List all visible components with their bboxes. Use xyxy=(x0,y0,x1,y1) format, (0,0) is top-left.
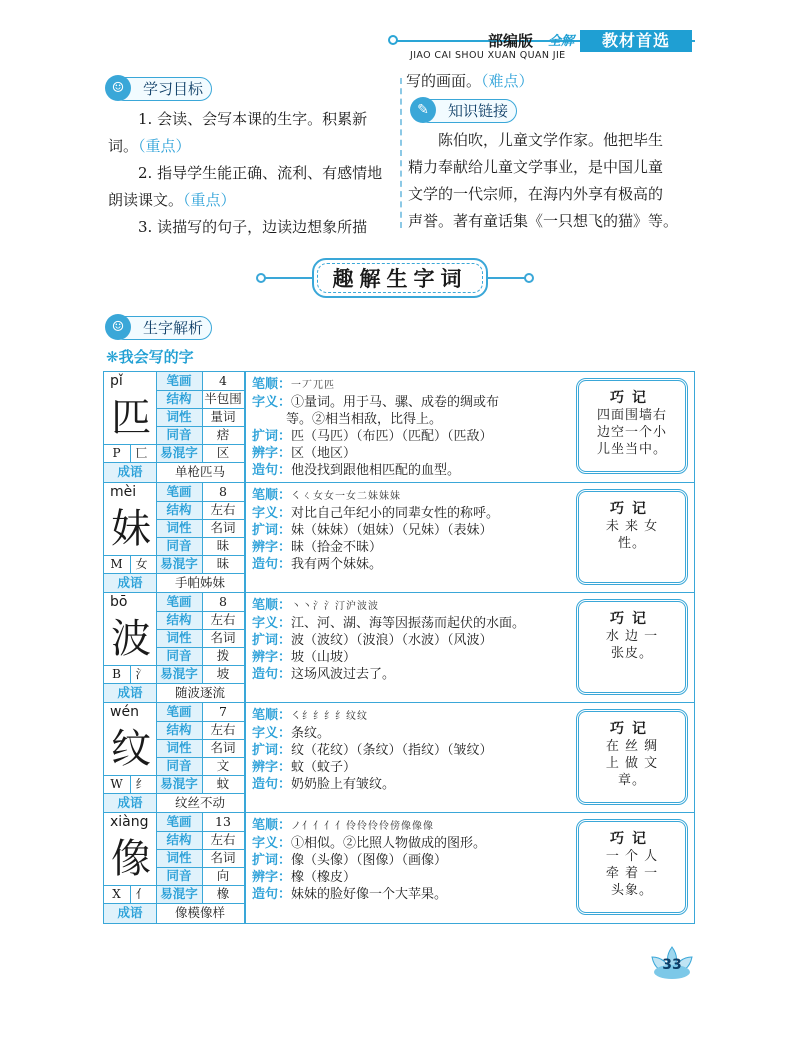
memo-text xyxy=(579,407,685,458)
distinguish-label: 辨字： xyxy=(252,870,292,885)
column-divider xyxy=(400,78,402,228)
memo-line: 一 个 人 xyxy=(605,849,659,864)
index-letter: M xyxy=(110,557,123,571)
grid-line xyxy=(156,519,244,520)
boy-mascot-icon: ☺ xyxy=(105,314,131,340)
confusable-label: 易混字 xyxy=(156,885,202,903)
sentence-row xyxy=(252,462,572,479)
grid-line xyxy=(104,885,244,886)
memo-line: 牵 着 一 xyxy=(605,866,659,881)
grid-line xyxy=(156,757,244,758)
meaning-label: 字义： xyxy=(252,616,292,631)
difficulty-mark: （难点） xyxy=(481,72,534,90)
meaning-row xyxy=(252,725,572,742)
brand-title: 教材首选 xyxy=(580,30,692,52)
index-letter: P xyxy=(112,446,121,460)
char-detail-panel xyxy=(252,376,572,479)
grid-line xyxy=(156,483,157,593)
expand-words: 波（波纹）（波浪）（水波）（风波） xyxy=(291,633,493,648)
section-banner-title: 趣解生字词 xyxy=(317,263,483,293)
stroke-order: 丶丶氵氵汀沪波波 xyxy=(291,601,380,612)
memo-text xyxy=(579,518,685,552)
stroke-order-row xyxy=(252,817,572,835)
pos-label: 词性 xyxy=(156,408,202,426)
pinyin: xiàng xyxy=(110,814,149,830)
goals-tag xyxy=(112,77,212,101)
pos-value: 名词 xyxy=(210,740,236,755)
pinyin: mèi xyxy=(110,484,137,500)
meaning-label: 字义： xyxy=(252,506,292,521)
banner-dot-right xyxy=(524,273,534,283)
knowledge-line: 陈伯吹，儿童文学作家。他把毕生 xyxy=(438,131,664,149)
grid-line xyxy=(244,483,246,593)
big-character: 像 xyxy=(111,836,151,882)
meaning: ①量词。用于马、骡、成卷的绸或布 xyxy=(291,395,500,410)
pos-label: 词性 xyxy=(156,519,202,537)
memo-line: 水 边 一 xyxy=(605,629,659,644)
memo-title: 巧记 xyxy=(610,611,654,627)
memory-tip-box xyxy=(576,599,688,695)
homophone-value: 拨 xyxy=(216,648,230,663)
grid-line xyxy=(156,647,244,648)
example-sentence: 他没找到跟他相匹配的血型。 xyxy=(291,463,461,478)
knowledge-line: 精力奉献给儿童文学事业，是中国儿童 xyxy=(408,158,664,176)
page-number-badge xyxy=(648,945,696,981)
pos-label: 词性 xyxy=(156,739,202,757)
char-info-panel xyxy=(104,372,244,482)
strokes-label: 笔画 xyxy=(156,483,202,501)
sentence-label: 造句： xyxy=(252,463,292,478)
big-character: 波 xyxy=(111,616,151,662)
analysis-tag-label: 生字解析 xyxy=(143,319,204,337)
memo-line: 性。 xyxy=(617,536,646,551)
strokes-value: 13 xyxy=(215,814,231,829)
grid-line xyxy=(104,793,244,794)
grid-line xyxy=(156,593,157,703)
grid-line xyxy=(202,813,203,903)
distinguish-word: 区（地区） xyxy=(291,446,357,461)
distinguish-word: 昧（拾金不昧） xyxy=(291,540,383,555)
grid-line xyxy=(156,501,244,502)
pos-value: 名词 xyxy=(210,630,236,645)
grid-line xyxy=(156,537,244,538)
meaning-label: 字义： xyxy=(252,836,292,851)
brand-logo: 全解 xyxy=(548,34,575,49)
goal-3-cont: 写的画面。（难点） xyxy=(406,72,534,90)
meaning: ①相似。②比照人物做成的图形。 xyxy=(291,836,487,851)
grid-line xyxy=(156,721,244,722)
stroke-order-label: 笔顺： xyxy=(252,488,292,503)
idiom-label: 成语 xyxy=(104,462,156,482)
boy-mascot-icon: ☺ xyxy=(105,75,131,101)
confusable-label: 易混字 xyxy=(156,775,202,793)
grid-line xyxy=(156,867,244,868)
memo-line: 未 来 女 xyxy=(605,519,659,534)
stroke-order-label: 笔顺： xyxy=(252,818,292,833)
idiom-label: 成语 xyxy=(104,793,156,813)
confusable-value: 坡 xyxy=(216,666,230,681)
stroke-order: ㇛ㄑ女女一女二妹妹妹 xyxy=(291,491,402,502)
grid-line xyxy=(130,775,131,793)
brand-pinyin: JIAO CAI SHOU XUAN QUAN JIE xyxy=(410,50,566,61)
memory-tip-box xyxy=(576,489,688,585)
banner-rule-right xyxy=(486,277,528,279)
expand-row xyxy=(252,522,572,539)
expand-label: 扩词： xyxy=(252,853,292,868)
char-detail-panel xyxy=(252,597,572,683)
memo-line: 在 丝 绸 xyxy=(605,739,659,754)
structure-label: 结构 xyxy=(156,831,202,849)
structure-label: 结构 xyxy=(156,501,202,519)
grid-line xyxy=(104,573,244,574)
structure-value: 左右 xyxy=(210,722,236,737)
link-icon: ✎ xyxy=(410,97,436,123)
expand-row xyxy=(252,632,572,649)
index-letter: X xyxy=(112,887,121,901)
character-card-xiàng xyxy=(103,812,695,924)
grid-line xyxy=(156,372,157,482)
sentence-row xyxy=(252,666,572,683)
memo-line: 章。 xyxy=(617,773,646,788)
pos-value: 量词 xyxy=(210,409,236,424)
memo-text xyxy=(579,848,685,899)
char-info-panel xyxy=(104,813,244,923)
pinyin: wén xyxy=(110,704,139,720)
grid-line xyxy=(156,390,244,391)
grid-line xyxy=(244,703,246,813)
meaning-row xyxy=(252,394,572,411)
structure-label: 结构 xyxy=(156,721,202,739)
example-sentence: 这场风波过去了。 xyxy=(291,667,396,682)
char-detail-panel xyxy=(252,817,572,903)
expand-words: 妹（妹妹）（姐妹）（兄妹）（表妹） xyxy=(291,523,493,538)
structure-value: 左右 xyxy=(210,612,236,627)
grid-line xyxy=(130,555,131,573)
memo-text xyxy=(579,628,685,662)
grid-line xyxy=(104,665,244,666)
distinguish-row xyxy=(252,649,572,666)
distinguish-label: 辨字： xyxy=(252,650,292,665)
meaning-label: 字义： xyxy=(252,395,292,410)
homophone-label: 同音 xyxy=(156,647,202,665)
analysis-tag xyxy=(112,316,212,340)
grid-line xyxy=(156,739,244,740)
confusable-label: 易混字 xyxy=(156,555,202,573)
idiom-value: 单枪匹马 xyxy=(174,464,225,479)
grid-line xyxy=(156,611,244,612)
grid-line xyxy=(156,813,157,923)
grid-line xyxy=(244,593,246,703)
page-number: 33 xyxy=(662,957,682,973)
memory-tip-box xyxy=(576,378,688,474)
strokes-value: 7 xyxy=(219,704,227,719)
meaning-row xyxy=(252,835,572,852)
strokes-label: 笔画 xyxy=(156,813,202,831)
knowledge-tag-label: 知识链接 xyxy=(448,102,509,120)
expand-row xyxy=(252,852,572,869)
grid-line xyxy=(244,813,246,923)
goal-1: 1. 会读、会写本课的生字。积累新 xyxy=(138,110,368,128)
distinguish-word: 橡（橡皮） xyxy=(291,870,357,885)
pinyin: bō xyxy=(110,594,128,610)
big-character: 匹 xyxy=(111,395,151,441)
distinguish-label: 辨字： xyxy=(252,446,292,461)
homophone-label: 同音 xyxy=(156,867,202,885)
char-detail-panel xyxy=(252,707,572,793)
grid-line xyxy=(104,555,244,556)
grid-line xyxy=(130,665,131,683)
stroke-order-row xyxy=(252,597,572,615)
expand-words: 纹（花纹）（条纹）（指纹）（皱纹） xyxy=(291,743,493,758)
knowledge-text xyxy=(408,127,698,235)
grid-line xyxy=(104,444,244,445)
goal-3: 3. 读描写的句子，边读边想象所描 xyxy=(138,218,368,236)
character-card-bō xyxy=(103,592,695,704)
stroke-order-label: 笔顺： xyxy=(252,598,292,613)
memo-line: 头象。 xyxy=(610,883,653,898)
distinguish-row xyxy=(252,759,572,776)
big-character: 纹 xyxy=(111,726,151,772)
grid-line xyxy=(202,372,203,462)
sentence-row xyxy=(252,886,572,903)
knowledge-tag xyxy=(417,99,517,123)
grid-line xyxy=(130,444,131,462)
grid-line xyxy=(156,703,157,813)
edition-label: 部编版 xyxy=(488,32,534,50)
idiom-label: 成语 xyxy=(104,903,156,923)
memo-line: 边空一个小 xyxy=(596,425,667,440)
distinguish-word: 蚊（蚊子） xyxy=(291,760,357,775)
idiom-label: 成语 xyxy=(104,573,156,593)
character-card-wén xyxy=(103,702,695,814)
expand-words: 匹（马匹）（布匹）（匹配）（匹敌） xyxy=(291,429,493,444)
sentence-label: 造句： xyxy=(252,557,292,572)
idiom-value: 随波逐流 xyxy=(174,685,225,700)
expand-row xyxy=(252,428,572,445)
memo-line: 儿坐当中。 xyxy=(596,442,667,457)
expand-label: 扩词： xyxy=(252,743,292,758)
header-rule-dot xyxy=(388,35,398,45)
pos-label: 词性 xyxy=(156,849,202,867)
memo-title: 巧记 xyxy=(610,390,654,406)
char-info-panel xyxy=(104,703,244,813)
meaning: 对比自己年纪小的同辈女性的称呼。 xyxy=(291,506,500,521)
grid-line xyxy=(244,372,246,482)
knowledge-line: 声誉。著有童话集《一只想飞的猫》等。 xyxy=(408,212,679,230)
example-sentence: 奶奶脸上有皱纹。 xyxy=(291,777,396,792)
meaning: 条纹。 xyxy=(291,726,331,741)
distinguish-row xyxy=(252,445,572,462)
example-sentence: 妹妹的脸好像一个大苹果。 xyxy=(291,887,448,902)
grid-line xyxy=(130,885,131,903)
strokes-label: 笔画 xyxy=(156,703,202,721)
confusable-value: 橡 xyxy=(216,886,230,901)
confusable-label: 易混字 xyxy=(156,444,202,462)
stroke-order: ノ亻亻亻亻伶伶伶伶傍像像像 xyxy=(291,821,435,832)
grid-line xyxy=(156,629,244,630)
grid-line xyxy=(156,831,244,832)
memo-title: 巧记 xyxy=(610,831,654,847)
radical: 纟 xyxy=(135,777,148,791)
key-point-mark: （重点） xyxy=(138,137,191,155)
memo-line: 四面围墙右 xyxy=(596,408,667,423)
confusable-value: 蚊 xyxy=(216,776,230,791)
radical: 女 xyxy=(135,557,148,571)
idiom-value: 像模像样 xyxy=(174,905,225,920)
char-detail-panel xyxy=(252,487,572,573)
big-character: 妹 xyxy=(111,506,151,552)
sentence-row xyxy=(252,556,572,573)
stroke-order: ㇛纟纟纟纟纹纹 xyxy=(291,711,369,722)
stroke-order-row xyxy=(252,487,572,505)
strokes-value: 8 xyxy=(219,484,227,499)
memo-line: 上 做 文 xyxy=(605,756,659,771)
memo-title: 巧记 xyxy=(610,501,654,517)
memo-line: 张皮。 xyxy=(610,646,653,661)
memory-tip-box xyxy=(576,819,688,915)
confusable-value: 区 xyxy=(216,445,230,460)
structure-value: 左右 xyxy=(210,502,236,517)
sentence-row xyxy=(252,776,572,793)
grid-line xyxy=(156,849,244,850)
strokes-value: 8 xyxy=(219,594,227,609)
strokes-label: 笔画 xyxy=(156,372,202,390)
radical: 氵 xyxy=(135,667,148,681)
homophone-value: 向 xyxy=(216,868,230,883)
grid-line xyxy=(156,426,244,427)
idiom-value: 手帕姊妹 xyxy=(174,575,225,590)
character-card-mèi xyxy=(103,482,695,594)
homophone-label: 同音 xyxy=(156,426,202,444)
stroke-order-row xyxy=(252,707,572,725)
index-letter: W xyxy=(110,777,123,791)
homophone-value: 文 xyxy=(216,758,230,773)
char-info-panel xyxy=(104,593,244,703)
grid-line xyxy=(202,483,203,573)
distinguish-row xyxy=(252,539,572,556)
structure-value: 左右 xyxy=(210,832,236,847)
sentence-label: 造句： xyxy=(252,887,292,902)
distinguish-label: 辨字： xyxy=(252,760,292,775)
stroke-order-label: 笔顺： xyxy=(252,377,292,392)
goal-2-cont: 朗读课文。（重点） xyxy=(108,191,236,209)
expand-row xyxy=(252,742,572,759)
stroke-order-row xyxy=(252,376,572,394)
structure-label: 结构 xyxy=(156,390,202,408)
radical: 匸 xyxy=(135,446,148,460)
homophone-value: 昧 xyxy=(216,538,230,553)
strokes-value: 4 xyxy=(219,373,227,388)
key-point-mark: （重点） xyxy=(183,191,236,209)
distinguish-word: 坡（山坡） xyxy=(291,650,357,665)
memory-tip-box xyxy=(576,709,688,805)
confusable-label: 易混字 xyxy=(156,665,202,683)
strokes-label: 笔画 xyxy=(156,593,202,611)
structure-label: 结构 xyxy=(156,611,202,629)
meaning-row xyxy=(252,615,572,632)
index-letter: B xyxy=(112,667,121,681)
meaning-cont: 等。②相当相敌，比得上。 xyxy=(286,412,443,427)
goal-2: 2. 指导学生能正确、流利、有感情地 xyxy=(138,164,383,182)
goals-tag-label: 学习目标 xyxy=(143,80,204,98)
distinguish-row xyxy=(252,869,572,886)
pos-label: 词性 xyxy=(156,629,202,647)
memo-title: 巧记 xyxy=(610,721,654,737)
stroke-order-label: 笔顺： xyxy=(252,708,292,723)
grid-line xyxy=(202,703,203,793)
expand-label: 扩词： xyxy=(252,429,292,444)
expand-label: 扩词： xyxy=(252,633,292,648)
pos-value: 名词 xyxy=(210,520,236,535)
banner-dot-left xyxy=(256,273,266,283)
goal-1-cont: 词。（重点） xyxy=(108,137,191,155)
homophone-label: 同音 xyxy=(156,537,202,555)
banner-rule-left xyxy=(262,277,314,279)
idiom-value: 纹丝不动 xyxy=(174,795,225,810)
knowledge-line: 文学的一代宗师，在海内外享有极高的 xyxy=(408,185,664,203)
example-sentence: 我有两个妹妹。 xyxy=(291,557,383,572)
grid-line xyxy=(104,903,244,904)
confusable-value: 昧 xyxy=(216,556,230,571)
grid-line xyxy=(202,593,203,683)
pos-value: 名词 xyxy=(210,850,236,865)
grid-line xyxy=(104,775,244,776)
meaning: 江、河、湖、海等因振荡而起伏的水面。 xyxy=(291,616,526,631)
radical: 亻 xyxy=(135,887,148,901)
structure-value: 半包围 xyxy=(204,391,242,406)
sentence-label: 造句： xyxy=(252,777,292,792)
expand-words: 像（头像）（图像）（画像） xyxy=(291,853,448,868)
memo-text xyxy=(579,738,685,789)
meaning-row xyxy=(252,505,572,522)
sentence-label: 造句： xyxy=(252,667,292,682)
grid-line xyxy=(104,683,244,684)
expand-label: 扩词： xyxy=(252,523,292,538)
grid-line xyxy=(156,408,244,409)
homophone-value: 痞 xyxy=(216,427,230,442)
character-card-pǐ xyxy=(103,371,695,483)
idiom-label: 成语 xyxy=(104,683,156,703)
grid-line xyxy=(104,462,244,463)
stroke-order: 一丆兀匹 xyxy=(291,380,336,391)
goals-list xyxy=(108,106,393,241)
distinguish-label: 辨字： xyxy=(252,540,292,555)
char-info-panel xyxy=(104,483,244,593)
homophone-label: 同音 xyxy=(156,757,202,775)
meaning-label: 字义： xyxy=(252,726,292,741)
subheading: ❋我会写的字 xyxy=(106,348,194,366)
pinyin: pǐ xyxy=(110,373,123,389)
